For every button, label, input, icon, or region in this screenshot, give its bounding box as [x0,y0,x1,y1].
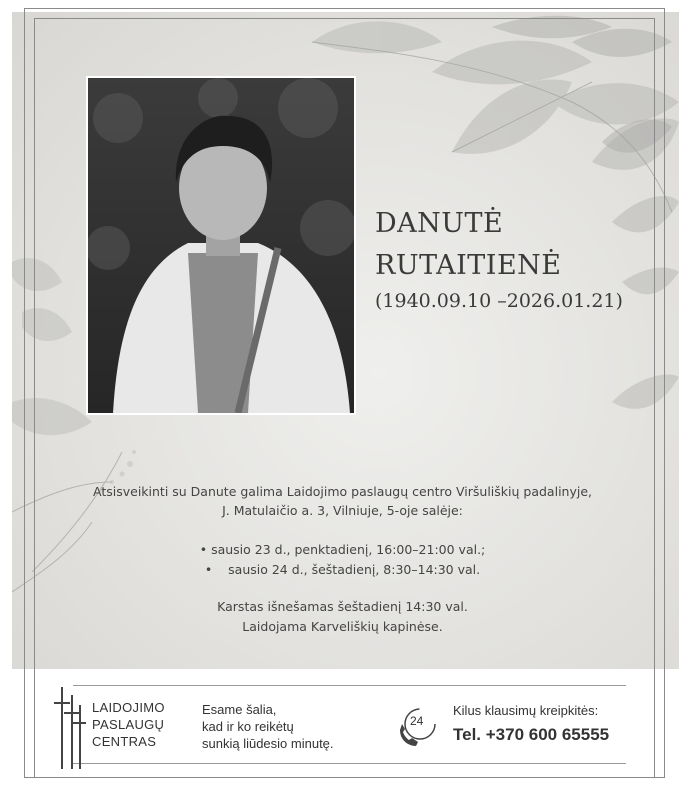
schedule-text: sausio 24 d., šeštadienį, 8:30–14:30 val. [228,562,481,577]
phone-number[interactable]: Tel. +370 600 65555 [453,725,610,744]
logo-text [92,699,165,750]
footer [0,669,685,793]
logo-line: CENTRAS [92,734,157,749]
schedule-item [60,562,625,577]
burial-note: Laidojama Karveliškių kapinėse. [242,619,443,634]
portrait-image [88,78,354,413]
cross-logo-icon [52,683,86,773]
logo-line: LAIDOJIMO [92,700,165,715]
farewell-line-2: J. Matulaičio a. 3, Vilniuje, 5-oje salėje: [222,503,463,518]
slogan-line: sunkią liūdesio minutę. [202,736,334,751]
deceased-first-name: DANUTĖ [375,208,504,239]
schedule-item [60,542,625,557]
bullet: • [204,562,213,577]
phone-24-icon [396,704,440,748]
farewell-line-1: Atsisveikinti su Danute galima Laidojimo paslaugų centro Viršuliškių padalinyje, [93,484,592,499]
phone-badge: 24 [410,714,424,728]
schedule-text: sausio 23 d., penktadienį, 16:00–21:00 val.; [211,542,486,557]
deceased-last-name: RUTAITIENĖ [375,250,562,281]
carry-out-note: Karstas išnešamas šeštadienį 14:30 val. [217,599,468,614]
footer-divider-bottom [73,763,626,764]
logo-line: PASLAUGŲ [92,717,165,732]
slogan [202,701,334,752]
life-dates: (1940.09.10 –2026.01.21) [375,290,623,312]
footer-divider-top [73,685,626,686]
bullet: • [199,542,208,557]
slogan-line: kad ir ko reikėtų [202,719,294,734]
slogan-line: Esame šalia, [202,702,277,717]
obituary-card [12,12,679,669]
portrait-photo [86,76,356,415]
contact-label: Kilus klausimų kreipkitės: [453,703,599,718]
